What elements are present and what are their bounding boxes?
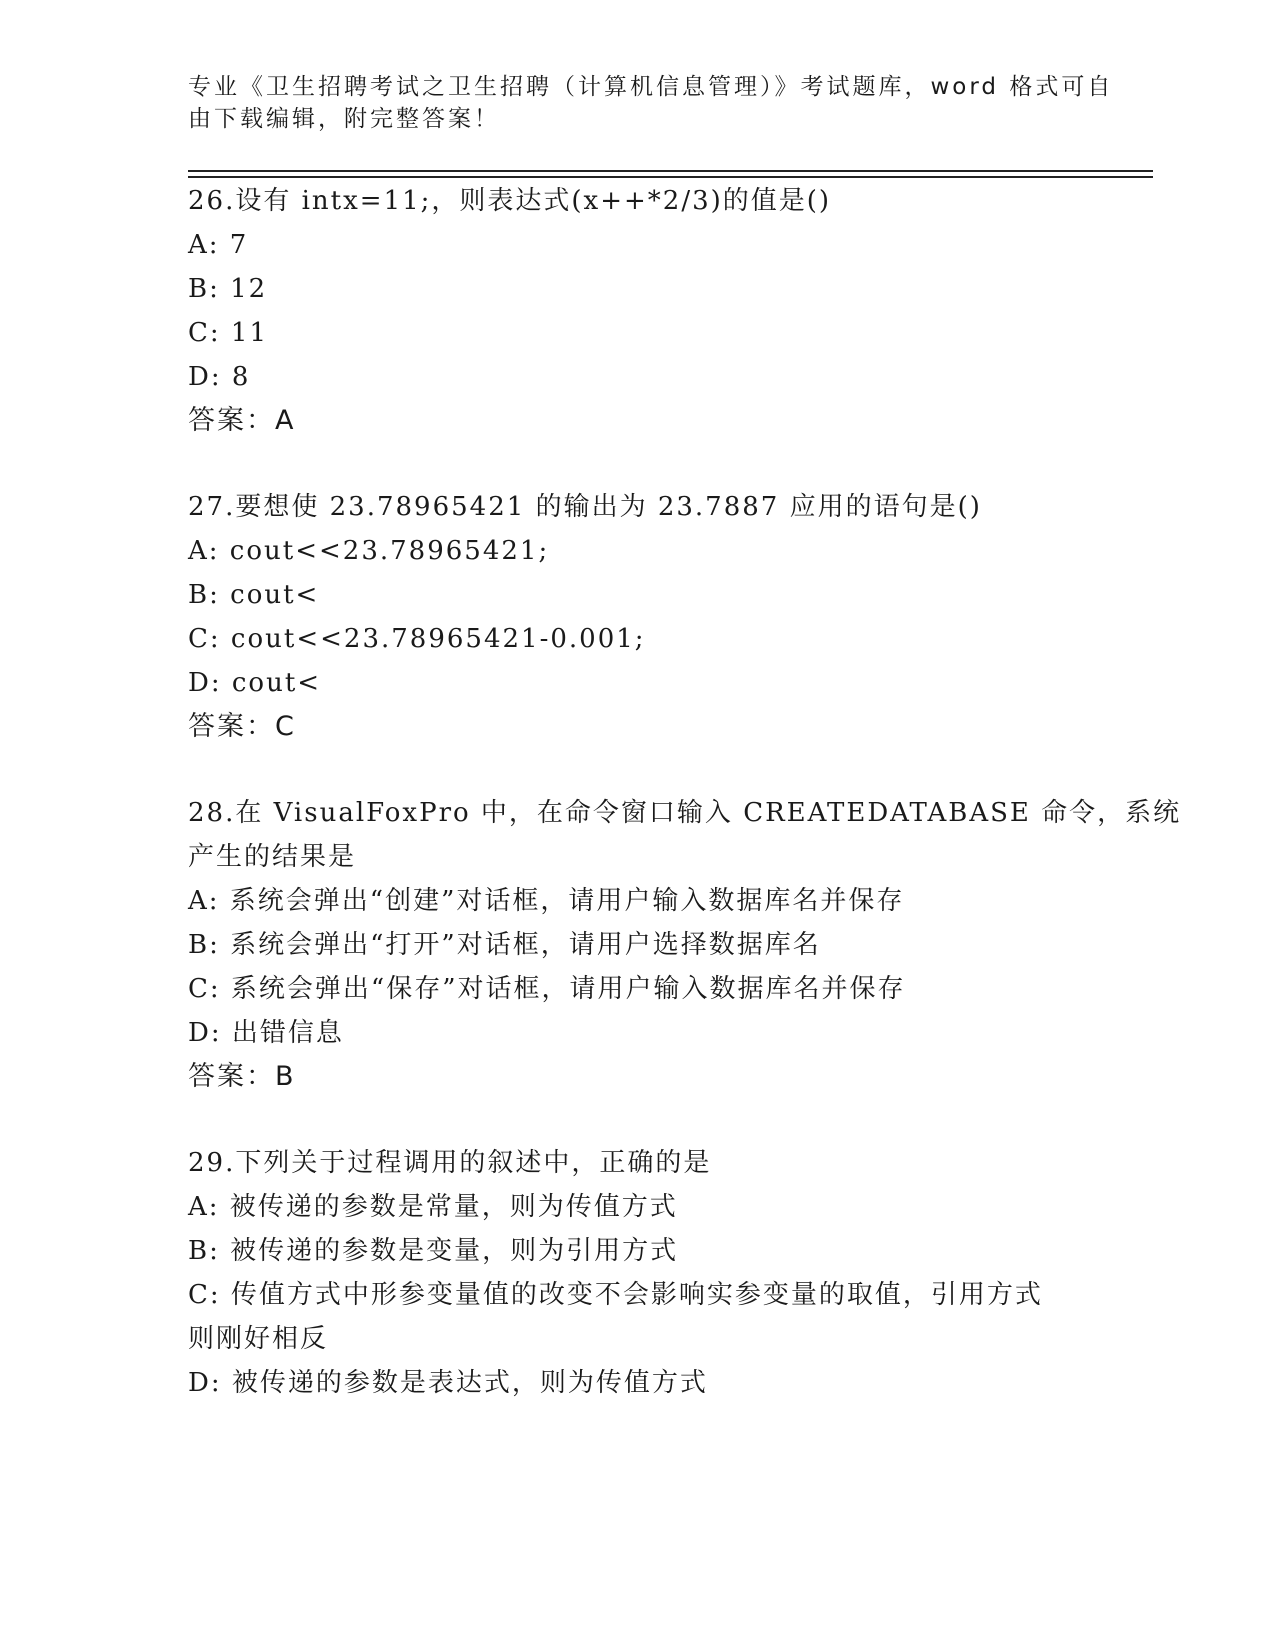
question-26-stem: 26.设有 intx=11;，则表达式(x++*2/3)的值是()	[188, 186, 832, 216]
question-26-answer: 答案：A	[188, 405, 296, 436]
header-divider-bottom	[188, 176, 1153, 178]
question-29-option-c-line-1: C: 传值方式中形参变量值的改变不会影响实参变量的取值，引用方式	[188, 1280, 1043, 1310]
question-29-option-a: A: 被传递的参数是常量，则为传值方式	[188, 1192, 678, 1222]
question-28-stem-line-1: 28.在 VisualFoxPro 中，在命令窗口输入 CREATEDATABASE 命令，系统	[188, 798, 1182, 828]
question-28-option-d: D: 出错信息	[188, 1018, 344, 1048]
question-26-option-d: D: 8	[188, 362, 251, 392]
question-27-option-c: C: cout<<23.78965421-0.001;	[188, 624, 646, 654]
question-29-option-c-line-2: 则刚好相反	[188, 1324, 329, 1354]
header-divider-top	[188, 170, 1153, 172]
question-26-option-a: A: 7	[188, 230, 249, 260]
question-27-option-a: A: cout<<23.78965421;	[188, 536, 550, 566]
question-27-answer: 答案：C	[188, 711, 296, 742]
question-28-answer: 答案：B	[188, 1061, 296, 1092]
question-27-stem: 27.要想使 23.78965421 的输出为 23.7887 应用的语句是()	[188, 492, 982, 522]
question-29-option-b: B: 被传递的参数是变量，则为引用方式	[188, 1236, 679, 1266]
question-29-option-d: D: 被传递的参数是表达式，则为传值方式	[188, 1368, 708, 1398]
question-28-option-a: A: 系统会弹出“创建”对话框，请用户输入数据库名并保存	[188, 886, 905, 916]
header-text-line-1: 专业《卫生招聘考试之卫生招聘（计算机信息管理）》考试题库，word 格式可自	[188, 74, 1114, 100]
question-27-option-b: B: cout<	[188, 580, 320, 610]
question-26-option-b: B: 12	[188, 274, 268, 304]
question-28-option-b: B: 系统会弹出“打开”对话框，请用户选择数据库名	[188, 930, 821, 960]
question-28-stem-line-2: 产生的结果是	[188, 842, 357, 872]
question-26-option-c: C: 11	[188, 318, 269, 348]
question-27-option-d: D: cout<	[188, 668, 322, 698]
question-28-option-c: C: 系统会弹出“保存”对话框，请用户输入数据库名并保存	[188, 974, 906, 1004]
question-29-stem: 29.下列关于过程调用的叙述中，正确的是	[188, 1148, 712, 1178]
header-text-line-2: 由下载编辑，附完整答案！	[188, 106, 500, 132]
